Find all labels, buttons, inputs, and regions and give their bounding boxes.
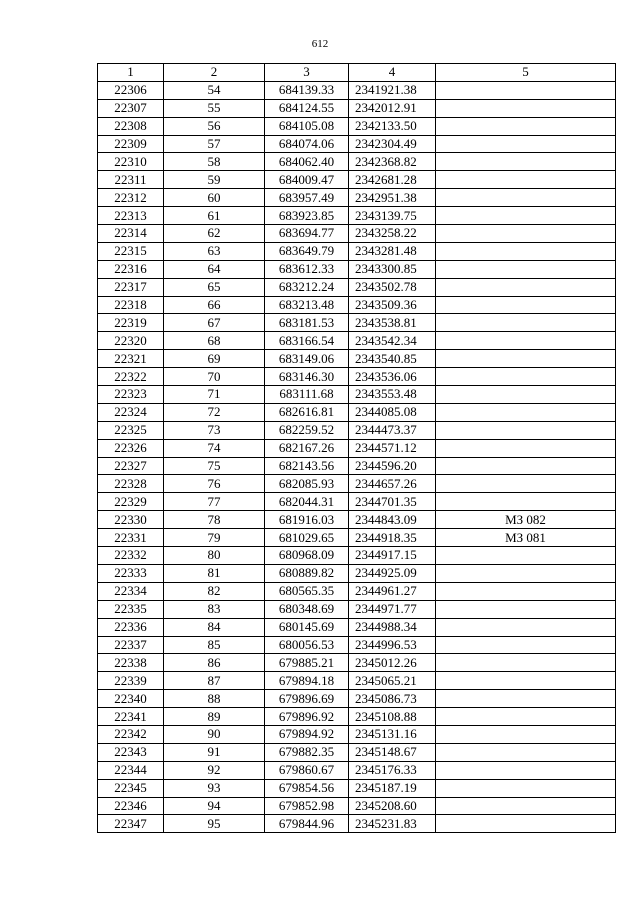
table-cell-col5: [436, 708, 616, 726]
table-cell-col3: 683146.30: [265, 368, 349, 386]
table-cell-col2: 70: [164, 368, 265, 386]
table-row: [98, 564, 616, 582]
table-row: [98, 475, 616, 493]
table-row: [98, 439, 616, 457]
table-cell-col3: 682044.31: [265, 493, 349, 511]
table-cell-col2: 55: [164, 99, 265, 117]
table-cell-col1: 22338: [98, 654, 164, 672]
table-cell-col1: 22346: [98, 797, 164, 815]
table-cell-col1: 22330: [98, 511, 164, 529]
table-row: [98, 457, 616, 475]
table-cell-col3: 679882.35: [265, 743, 349, 761]
table-cell-col5: [436, 439, 616, 457]
table-cell-col1: 22315: [98, 242, 164, 260]
table-cell-col4: 2343281.48: [349, 242, 436, 260]
table-cell-col4: 2344596.20: [349, 457, 436, 475]
table-cell-col4: 2343139.75: [349, 207, 436, 225]
table-cell-col4: 2343300.85: [349, 260, 436, 278]
table-cell-col2: 65: [164, 278, 265, 296]
table-cell-col3: 683612.33: [265, 260, 349, 278]
table-cell-col2: 58: [164, 153, 265, 171]
table-cell-col1: 22327: [98, 457, 164, 475]
table-cell-col5: [436, 332, 616, 350]
table-cell-col1: 22307: [98, 99, 164, 117]
table-cell-col5: [436, 314, 616, 332]
table-row: [98, 225, 616, 243]
table-cell-col3: 684139.33: [265, 81, 349, 99]
table-cell-col4: 2345148.67: [349, 743, 436, 761]
table-cell-col4: 2345176.33: [349, 761, 436, 779]
table-cell-col2: 95: [164, 815, 265, 833]
table-cell-col2: 60: [164, 189, 265, 207]
table-row: [98, 618, 616, 636]
header-row: [98, 64, 616, 82]
table-cell-col1: 22317: [98, 278, 164, 296]
table-row: [98, 99, 616, 117]
table-cell-col4: 2343538.81: [349, 314, 436, 332]
table-row: [98, 815, 616, 833]
table-header: [98, 64, 616, 82]
table-cell-col1: 22329: [98, 493, 164, 511]
table-cell-col3: 684062.40: [265, 153, 349, 171]
table-cell-col1: 22345: [98, 779, 164, 797]
table-cell-col2: 91: [164, 743, 265, 761]
table-cell-col4: 2344996.53: [349, 636, 436, 654]
table-cell-col2: 82: [164, 582, 265, 600]
table-cell-col1: 22323: [98, 386, 164, 404]
table-cell-col1: 22333: [98, 564, 164, 582]
table-cell-col3: 683923.85: [265, 207, 349, 225]
table-cell-col5: [436, 761, 616, 779]
table-cell-col3: 679896.69: [265, 690, 349, 708]
table-cell-col4: 2343540.85: [349, 350, 436, 368]
table-cell-col3: 682259.52: [265, 421, 349, 439]
table-cell-col4: 2343553.48: [349, 386, 436, 404]
table-cell-col5: [436, 725, 616, 743]
table-cell-col1: 22332: [98, 547, 164, 565]
table-cell-col5: [436, 350, 616, 368]
table-cell-col4: 2345108.88: [349, 708, 436, 726]
table-cell-col1: 22319: [98, 314, 164, 332]
table-cell-col4: 2344961.27: [349, 582, 436, 600]
table-row: [98, 529, 616, 547]
table-cell-col3: 680056.53: [265, 636, 349, 654]
table-cell-col4: 2345187.19: [349, 779, 436, 797]
table-cell-col2: 56: [164, 117, 265, 135]
table-cell-col3: 683166.54: [265, 332, 349, 350]
table-cell-col1: 22322: [98, 368, 164, 386]
table-cell-col1: 22340: [98, 690, 164, 708]
table-cell-col3: 684124.55: [265, 99, 349, 117]
table-cell-col3: 680968.09: [265, 547, 349, 565]
table-cell-col1: 22337: [98, 636, 164, 654]
table-cell-col3: 683212.24: [265, 278, 349, 296]
table-cell-col3: 680145.69: [265, 618, 349, 636]
table-row: [98, 260, 616, 278]
table-cell-col4: 2341921.38: [349, 81, 436, 99]
table-cell-col5: [436, 636, 616, 654]
table-cell-col5: [436, 189, 616, 207]
table-cell-col2: 63: [164, 242, 265, 260]
column-header-5: 5: [436, 64, 616, 82]
table-cell-col2: 64: [164, 260, 265, 278]
table-cell-col4: 2342368.82: [349, 153, 436, 171]
table-cell-col1: 22335: [98, 600, 164, 618]
table-cell-col3: 681029.65: [265, 529, 349, 547]
table-cell-col3: 681916.03: [265, 511, 349, 529]
table-cell-col3: 682167.26: [265, 439, 349, 457]
table-cell-col5: МЗ 081: [436, 529, 616, 547]
table-cell-col3: 682143.56: [265, 457, 349, 475]
table-cell-col5: [436, 743, 616, 761]
table-cell-col3: 682085.93: [265, 475, 349, 493]
table-cell-col3: 684105.08: [265, 117, 349, 135]
table-cell-col2: 78: [164, 511, 265, 529]
table-cell-col3: 679852.98: [265, 797, 349, 815]
table-cell-col3: 679896.92: [265, 708, 349, 726]
table-cell-col5: [436, 547, 616, 565]
table-cell-col2: 69: [164, 350, 265, 368]
table-cell-col4: 2342681.28: [349, 171, 436, 189]
table-row: [98, 797, 616, 815]
table-cell-col2: 72: [164, 403, 265, 421]
table-cell-col1: 22310: [98, 153, 164, 171]
table-cell-col5: [436, 153, 616, 171]
table-cell-col4: 2343258.22: [349, 225, 436, 243]
table-body: [98, 81, 616, 832]
table-cell-col3: 683957.49: [265, 189, 349, 207]
table-cell-col3: 679894.18: [265, 672, 349, 690]
table-cell-col3: 679854.56: [265, 779, 349, 797]
table-cell-col5: [436, 368, 616, 386]
table-cell-col4: 2344843.09: [349, 511, 436, 529]
table-cell-col2: 62: [164, 225, 265, 243]
table-cell-col3: 679844.96: [265, 815, 349, 833]
table-cell-col4: 2344473.37: [349, 421, 436, 439]
table-row: [98, 386, 616, 404]
table-cell-col1: 22331: [98, 529, 164, 547]
table-cell-col4: 2342133.50: [349, 117, 436, 135]
table-cell-col5: [436, 815, 616, 833]
table-row: [98, 511, 616, 529]
table-cell-col1: 22309: [98, 135, 164, 153]
table-cell-col1: 22341: [98, 708, 164, 726]
coordinates-table: [97, 63, 616, 833]
table-row: [98, 242, 616, 260]
page-number: 612: [311, 38, 329, 50]
table-row: [98, 421, 616, 439]
table-cell-col2: 67: [164, 314, 265, 332]
table-cell-col4: 2345065.21: [349, 672, 436, 690]
table-cell-col4: 2343542.34: [349, 332, 436, 350]
table-cell-col2: 75: [164, 457, 265, 475]
table-cell-col5: [436, 260, 616, 278]
table-cell-col5: [436, 171, 616, 189]
table-cell-col2: 80: [164, 547, 265, 565]
table-cell-col1: 22334: [98, 582, 164, 600]
column-header-3: 3: [265, 64, 349, 82]
table-cell-col4: 2345086.73: [349, 690, 436, 708]
table-row: [98, 207, 616, 225]
table-cell-col4: 2345208.60: [349, 797, 436, 815]
table-cell-col1: 22343: [98, 743, 164, 761]
table-cell-col3: 683694.77: [265, 225, 349, 243]
table-cell-col1: 22347: [98, 815, 164, 833]
table-cell-col2: 71: [164, 386, 265, 404]
column-header-4: 4: [349, 64, 436, 82]
table-cell-col1: 22325: [98, 421, 164, 439]
table-cell-col1: 22321: [98, 350, 164, 368]
table-row: [98, 278, 616, 296]
table-cell-col1: 22342: [98, 725, 164, 743]
table-cell-col5: [436, 225, 616, 243]
column-header-2: 2: [164, 64, 265, 82]
table-row: [98, 636, 616, 654]
table-cell-col2: 61: [164, 207, 265, 225]
table-row: [98, 368, 616, 386]
table-cell-col5: [436, 386, 616, 404]
table-row: [98, 81, 616, 99]
table-cell-col2: 87: [164, 672, 265, 690]
table-row: [98, 654, 616, 672]
table-cell-col3: 679894.92: [265, 725, 349, 743]
table-cell-col1: 22336: [98, 618, 164, 636]
table-cell-col3: 683649.79: [265, 242, 349, 260]
table-row: [98, 725, 616, 743]
table-cell-col1: 22320: [98, 332, 164, 350]
table-cell-col1: 22344: [98, 761, 164, 779]
table-cell-col5: [436, 296, 616, 314]
table-cell-col1: 22328: [98, 475, 164, 493]
table-cell-col4: 2343509.36: [349, 296, 436, 314]
table-cell-col2: 77: [164, 493, 265, 511]
table-cell-col3: 680348.69: [265, 600, 349, 618]
table-cell-col1: 22312: [98, 189, 164, 207]
table-cell-col2: 57: [164, 135, 265, 153]
table-cell-col2: 83: [164, 600, 265, 618]
table-cell-col3: 683213.48: [265, 296, 349, 314]
table-cell-col2: 76: [164, 475, 265, 493]
table-cell-col2: 68: [164, 332, 265, 350]
table-cell-col4: 2344571.12: [349, 439, 436, 457]
table-cell-col1: 22314: [98, 225, 164, 243]
table-cell-col4: 2342951.38: [349, 189, 436, 207]
table-cell-col2: 74: [164, 439, 265, 457]
table-cell-col2: 73: [164, 421, 265, 439]
table-cell-col3: 679885.21: [265, 654, 349, 672]
table-cell-col2: 54: [164, 81, 265, 99]
table-cell-col4: 2342012.91: [349, 99, 436, 117]
table-cell-col4: 2343502.78: [349, 278, 436, 296]
table-cell-col4: 2345131.16: [349, 725, 436, 743]
table-cell-col1: 22308: [98, 117, 164, 135]
table-cell-col5: [436, 457, 616, 475]
table-cell-col5: [436, 564, 616, 582]
table-cell-col5: [436, 99, 616, 117]
table-cell-col5: [436, 242, 616, 260]
table-row: [98, 779, 616, 797]
table-row: [98, 690, 616, 708]
table-cell-col5: [436, 672, 616, 690]
table-cell-col5: [436, 475, 616, 493]
table-cell-col4: 2344918.35: [349, 529, 436, 547]
table-cell-col2: 94: [164, 797, 265, 815]
table-cell-col5: [436, 207, 616, 225]
table-cell-col1: 22313: [98, 207, 164, 225]
table-row: [98, 743, 616, 761]
table-cell-col3: 684074.06: [265, 135, 349, 153]
table-row: [98, 189, 616, 207]
table-row: [98, 582, 616, 600]
table-cell-col5: [436, 403, 616, 421]
table-row: [98, 708, 616, 726]
table-row: [98, 547, 616, 565]
table-cell-col1: 22311: [98, 171, 164, 189]
table-cell-col1: 22339: [98, 672, 164, 690]
table-cell-col4: 2344971.77: [349, 600, 436, 618]
table-row: [98, 314, 616, 332]
table-row: [98, 117, 616, 135]
table-cell-col1: 22318: [98, 296, 164, 314]
table-cell-col5: [436, 135, 616, 153]
table-cell-col1: 22324: [98, 403, 164, 421]
table-row: [98, 296, 616, 314]
table-row: [98, 332, 616, 350]
table-cell-col1: 22326: [98, 439, 164, 457]
table-cell-col2: 86: [164, 654, 265, 672]
table-row: [98, 171, 616, 189]
table-cell-col2: 90: [164, 725, 265, 743]
table-cell-col4: 2345012.26: [349, 654, 436, 672]
table-cell-col3: 683181.53: [265, 314, 349, 332]
table-cell-col4: 2343536.06: [349, 368, 436, 386]
table-cell-col5: МЗ 082: [436, 511, 616, 529]
table-cell-col2: 81: [164, 564, 265, 582]
table-row: [98, 493, 616, 511]
table-row: [98, 135, 616, 153]
table-cell-col2: 88: [164, 690, 265, 708]
table-cell-col5: [436, 690, 616, 708]
table-cell-col2: 79: [164, 529, 265, 547]
table-cell-col5: [436, 797, 616, 815]
table-row: [98, 672, 616, 690]
table-cell-col2: 89: [164, 708, 265, 726]
table-cell-col2: 93: [164, 779, 265, 797]
table-row: [98, 600, 616, 618]
table-cell-col3: 680889.82: [265, 564, 349, 582]
table-cell-col4: 2344988.34: [349, 618, 436, 636]
table-cell-col5: [436, 654, 616, 672]
table-row: [98, 403, 616, 421]
column-header-1: 1: [98, 64, 164, 82]
table-row: [98, 761, 616, 779]
table-cell-col2: 66: [164, 296, 265, 314]
table-cell-col4: 2344657.26: [349, 475, 436, 493]
table-cell-col5: [436, 600, 616, 618]
table-cell-col3: 683111.68: [265, 386, 349, 404]
table-cell-col5: [436, 81, 616, 99]
table-cell-col3: 680565.35: [265, 582, 349, 600]
table-row: [98, 153, 616, 171]
table-cell-col3: 684009.47: [265, 171, 349, 189]
table-cell-col4: 2344701.35: [349, 493, 436, 511]
table-cell-col5: [436, 278, 616, 296]
table-cell-col5: [436, 117, 616, 135]
table-cell-col5: [436, 779, 616, 797]
table-cell-col4: 2344917.15: [349, 547, 436, 565]
table-cell-col4: 2344925.09: [349, 564, 436, 582]
table-cell-col2: 59: [164, 171, 265, 189]
table-cell-col3: 682616.81: [265, 403, 349, 421]
table-cell-col2: 84: [164, 618, 265, 636]
table-cell-col4: 2342304.49: [349, 135, 436, 153]
table-cell-col3: 683149.06: [265, 350, 349, 368]
table-cell-col2: 92: [164, 761, 265, 779]
table-cell-col5: [436, 618, 616, 636]
table-cell-col1: 22306: [98, 81, 164, 99]
table-cell-col5: [436, 493, 616, 511]
table-row: [98, 350, 616, 368]
table-cell-col5: [436, 421, 616, 439]
table-cell-col3: 679860.67: [265, 761, 349, 779]
table-cell-col2: 85: [164, 636, 265, 654]
table-cell-col1: 22316: [98, 260, 164, 278]
table-cell-col4: 2345231.83: [349, 815, 436, 833]
table-cell-col4: 2344085.08: [349, 403, 436, 421]
table-cell-col5: [436, 582, 616, 600]
